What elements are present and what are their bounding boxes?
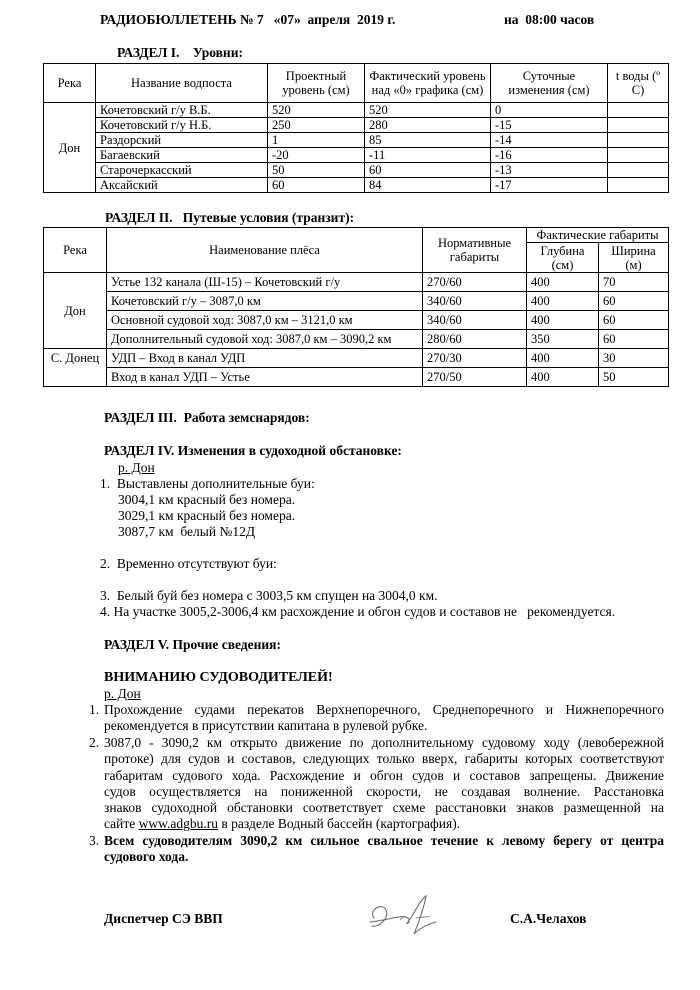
value-cell: 50 bbox=[599, 368, 669, 387]
value-cell: -13 bbox=[491, 163, 608, 178]
bulletin-time: на 08:00 часов bbox=[504, 12, 595, 27]
col-station: Название водпоста bbox=[96, 64, 268, 103]
station-cell: Кочетовский г/у Н.Б. bbox=[96, 118, 268, 133]
col-actual-level: Фактический уровень над «0» графика (см) bbox=[365, 64, 491, 103]
paragraph-line bbox=[104, 816, 664, 832]
col-design-level: Проектный уровень (см) bbox=[268, 64, 365, 103]
paragraph-number: 1. bbox=[89, 702, 100, 717]
value-cell: 60 bbox=[599, 292, 669, 311]
col-daily-change: Суточные изменения (см) bbox=[491, 64, 608, 103]
section1-title: РАЗДЕЛ I. Уровни: bbox=[117, 45, 243, 60]
section2-title: РАЗДЕЛ II. Путевые условия (транзит): bbox=[105, 210, 355, 225]
paragraph-number: 3. bbox=[89, 833, 100, 848]
station-cell: Кочетовский г/у В.Б. bbox=[96, 103, 268, 118]
paragraph-line: Прохождение судами перекатов Верхнепоречного, Среднепоречного и Нижнепоречного bbox=[104, 702, 664, 717]
section4-item1: 1. Выставлены дополнительные буи: bbox=[100, 476, 315, 491]
section4-river: р. Дон bbox=[118, 460, 155, 475]
reach-cell: Основной судовой ход: 3087,0 км – 3121,0 км bbox=[107, 311, 423, 330]
col-river: Река bbox=[44, 228, 107, 273]
text-span: сайте bbox=[104, 816, 139, 832]
value-cell: 270/50 bbox=[423, 368, 527, 387]
table-row bbox=[44, 163, 669, 178]
station-cell: Аксайский bbox=[96, 178, 268, 193]
value-cell bbox=[608, 133, 669, 148]
paragraph-number: 2. bbox=[89, 735, 100, 750]
value-cell: -11 bbox=[365, 148, 491, 163]
river-cell: Дон bbox=[44, 273, 107, 349]
value-cell: 400 bbox=[527, 349, 599, 368]
attention-paragraph-3 bbox=[89, 833, 664, 866]
col-width: Ширина (м) bbox=[599, 243, 669, 273]
value-cell: -20 bbox=[268, 148, 365, 163]
section4-item4: 4. На участке 3005,2-3006,4 км расхождение и обгон судов и составов не рекомендуется. bbox=[100, 604, 616, 619]
value-cell: 280 bbox=[365, 118, 491, 133]
value-cell: 85 bbox=[365, 133, 491, 148]
value-cell: 400 bbox=[527, 273, 599, 292]
col-reach: Наименование плёса bbox=[107, 228, 423, 273]
paragraph-line: судового хода. bbox=[104, 849, 189, 865]
value-cell bbox=[608, 148, 669, 163]
paragraph-line: габаритам судового хода. Расхождение и обгон судов и составов запрещены. Движение bbox=[104, 767, 664, 783]
value-cell: 400 bbox=[527, 292, 599, 311]
value-cell: 60 bbox=[268, 178, 365, 193]
col-river: Река bbox=[44, 64, 96, 103]
levels-table bbox=[43, 63, 669, 193]
paragraph-line: Всем судоводителям 3090,2 км сильное свальное течение к левому берегу от центра bbox=[104, 833, 664, 848]
paragraph-line: судов осуществляется на пониженной скорости, не создавая волнение. Расстановка bbox=[104, 783, 664, 799]
value-cell: -14 bbox=[491, 133, 608, 148]
value-cell: 270/30 bbox=[423, 349, 527, 368]
value-cell: -17 bbox=[491, 178, 608, 193]
buoy-line: 3087,7 км белый №12Д bbox=[118, 524, 256, 539]
table-row bbox=[44, 311, 669, 330]
reach-cell: Вход в канал УДП – Устье bbox=[107, 368, 423, 387]
reach-cell: Устье 132 канала (Ш-15) – Кочетовский г/у bbox=[107, 273, 423, 292]
bulletin-header bbox=[100, 12, 640, 28]
text-span: в разделе Водный бассейн (картография). bbox=[218, 816, 461, 832]
transit-header-row bbox=[44, 228, 669, 243]
value-cell: 340/60 bbox=[423, 292, 527, 311]
river-cell: С. Донец bbox=[44, 349, 107, 387]
col-water-temp: t воды (º C) bbox=[608, 64, 669, 103]
value-cell: 350 bbox=[527, 330, 599, 349]
attention-river: р. Дон bbox=[104, 686, 141, 701]
value-cell: 70 bbox=[599, 273, 669, 292]
section4-title: РАЗДЕЛ IV. Изменения в судоходной обстановке: bbox=[104, 443, 402, 458]
value-cell: -15 bbox=[491, 118, 608, 133]
reach-cell: Дополнительный судовой ход: 3087,0 км – 3090,2 км bbox=[107, 330, 423, 349]
value-cell: 1 bbox=[268, 133, 365, 148]
bulletin-title: РАДИОБЮЛЛЕТЕНЬ № 7 «07» апреля 2019 г. bbox=[100, 12, 396, 27]
value-cell: 340/60 bbox=[423, 311, 527, 330]
dispatcher-name: С.А.Челахов bbox=[510, 911, 587, 926]
value-cell: 60 bbox=[365, 163, 491, 178]
dispatcher-label: Диспетчер СЭ ВВП bbox=[104, 911, 223, 926]
value-cell: 270/60 bbox=[423, 273, 527, 292]
buoy-line: 3004,1 км красный без номера. bbox=[118, 492, 296, 507]
attention-title: ВНИМАНИЮ СУДОВОДИТЕЛЕЙ! bbox=[104, 670, 333, 685]
value-cell: 60 bbox=[599, 311, 669, 330]
paragraph-line: знаков судоходной обстановки соответствует схеме расстановки знаков размещенной на bbox=[104, 800, 664, 816]
river-cell: Дон bbox=[44, 103, 96, 193]
value-cell: 84 bbox=[365, 178, 491, 193]
col-normative: Нормативные габариты bbox=[423, 228, 527, 273]
table-row bbox=[44, 349, 669, 368]
buoy-line: 3029,1 км красный без номера. bbox=[118, 508, 296, 523]
value-cell bbox=[608, 103, 669, 118]
table-row bbox=[44, 273, 669, 292]
value-cell bbox=[608, 178, 669, 193]
section5-title: РАЗДЕЛ V. Прочие сведения: bbox=[104, 637, 281, 652]
attention-paragraph-1 bbox=[89, 702, 664, 735]
value-cell bbox=[608, 118, 669, 133]
levels-header-row bbox=[44, 64, 669, 103]
table-row bbox=[44, 118, 669, 133]
station-cell: Старочеркасский bbox=[96, 163, 268, 178]
value-cell bbox=[608, 163, 669, 178]
value-cell: 50 bbox=[268, 163, 365, 178]
value-cell: 520 bbox=[365, 103, 491, 118]
table-row bbox=[44, 103, 669, 118]
section4-item2: 2. Временно отсутствуют буи: bbox=[100, 556, 277, 571]
table-row bbox=[44, 148, 669, 163]
paragraph-line: рекомендуется в присутствии капитана в рулевой рубке. bbox=[104, 718, 428, 734]
value-cell: 280/60 bbox=[423, 330, 527, 349]
attention-paragraph-2 bbox=[89, 735, 664, 833]
station-cell: Багаевский bbox=[96, 148, 268, 163]
value-cell: 30 bbox=[599, 349, 669, 368]
value-cell: 520 bbox=[268, 103, 365, 118]
table-row bbox=[44, 368, 669, 387]
col-depth: Глубина (см) bbox=[527, 243, 599, 273]
site-link[interactable]: www.adgbu.ru bbox=[138, 816, 218, 832]
table-row bbox=[44, 133, 669, 148]
section3-title: РАЗДЕЛ III. Работа земснарядов: bbox=[104, 410, 310, 425]
value-cell: 400 bbox=[527, 368, 599, 387]
station-cell: Раздорский bbox=[96, 133, 268, 148]
value-cell: 0 bbox=[491, 103, 608, 118]
table-row bbox=[44, 292, 669, 311]
value-cell: 60 bbox=[599, 330, 669, 349]
value-cell: -16 bbox=[491, 148, 608, 163]
value-cell: 250 bbox=[268, 118, 365, 133]
table-row bbox=[44, 330, 669, 349]
reach-cell: УДП – Вход в канал УДП bbox=[107, 349, 423, 368]
signature-image bbox=[360, 888, 450, 948]
transit-table bbox=[43, 227, 669, 387]
paragraph-line: протоке) для судов и составов, следующих только вверх, габариты которых соответствуют bbox=[104, 751, 664, 767]
reach-cell: Кочетовский г/у – 3087,0 км bbox=[107, 292, 423, 311]
value-cell: 400 bbox=[527, 311, 599, 330]
section4-item3: 3. Белый буй без номера с 3003,5 км спущен на 3004,0 км. bbox=[100, 588, 438, 603]
col-actual-dimensions: Фактические габариты bbox=[527, 228, 669, 243]
table-row bbox=[44, 178, 669, 193]
paragraph-line: 3087,0 - 3090,2 км открыто движение по дополнительному судовому ходу (левобережной bbox=[104, 735, 664, 750]
